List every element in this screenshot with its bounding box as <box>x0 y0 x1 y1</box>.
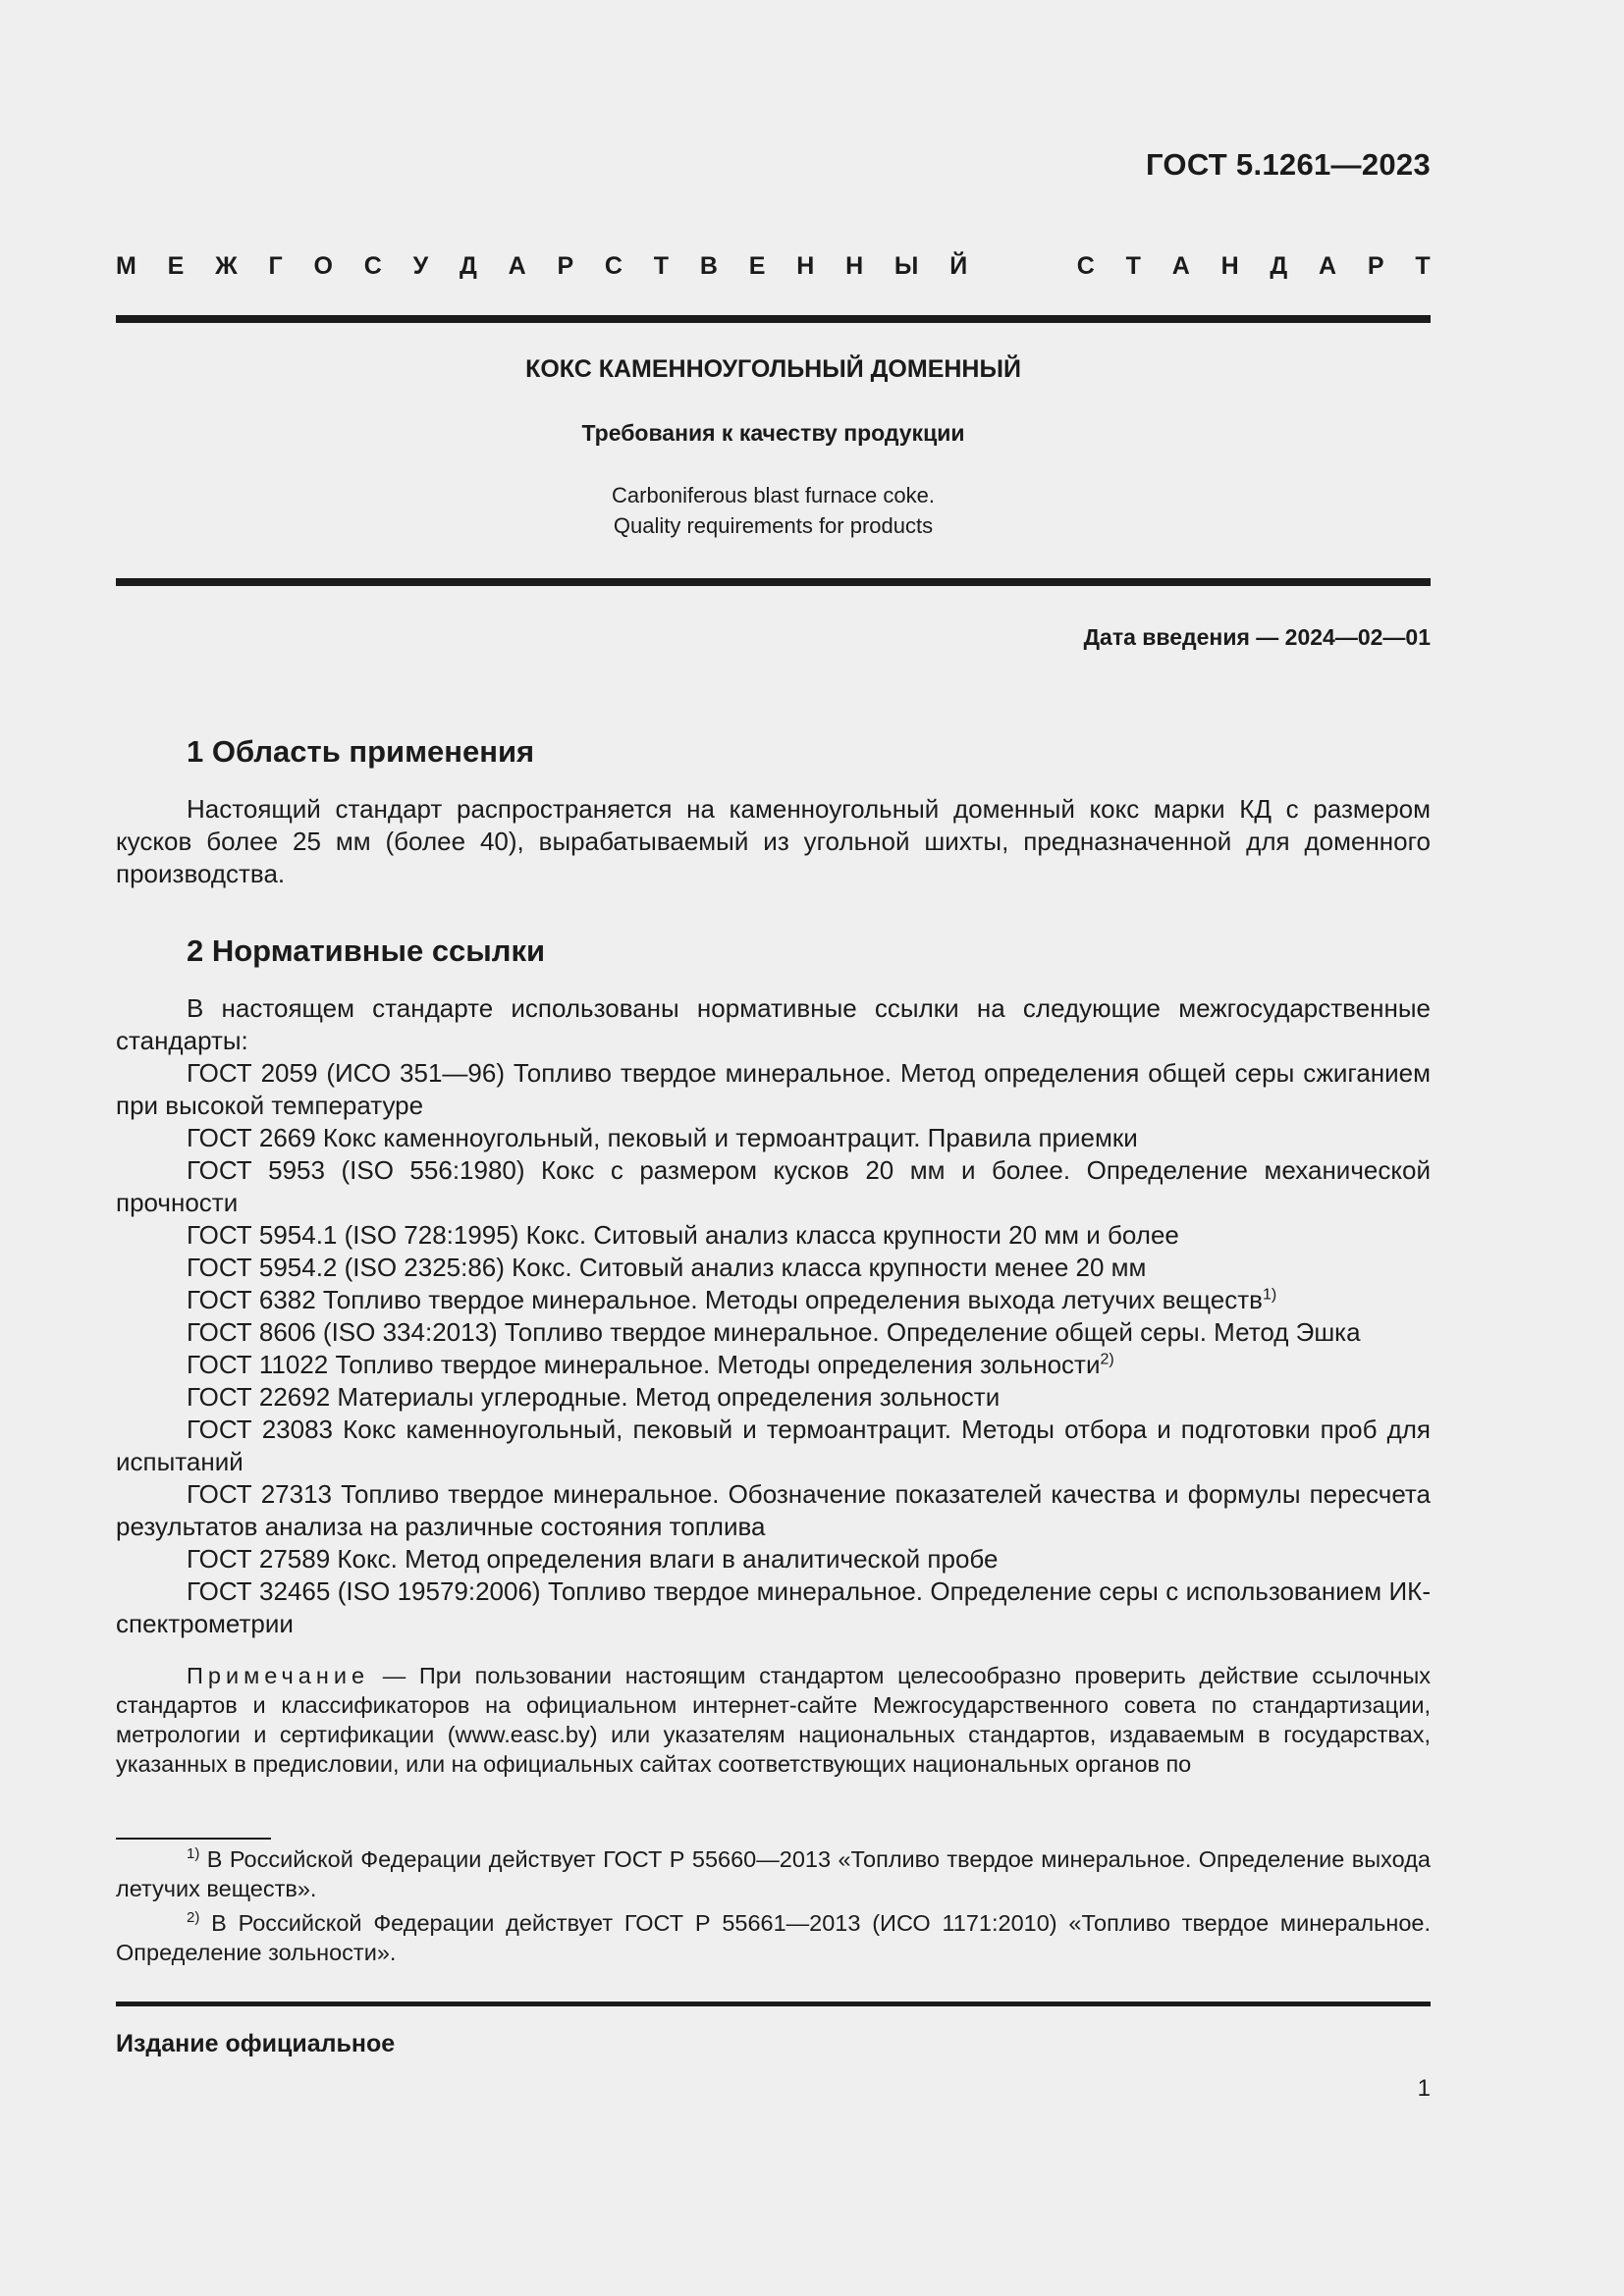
banner-word1-letter: Й <box>949 252 968 280</box>
reference-item: ГОСТ 27313 Топливо твердое минеральное. Обозначение показателей качества и формулы пересчета результатов анализа на различные состояния топлива <box>116 1479 1431 1541</box>
reference-item: ГОСТ 2059 (ИСО 351—96) Топливо твердое минеральное. Метод определения общей серы сжиганием при высокой температуре <box>116 1058 1431 1120</box>
footnote-separator <box>116 1838 271 1840</box>
reference-item: ГОСТ 32465 (ISO 19579:2006) Топливо твердое минеральное. Определение серы с использованием ИК-спектрометрии <box>116 1576 1431 1638</box>
reference-item: ГОСТ 11022 Топливо твердое минеральное. Методы определения зольности$^{2)}$ <box>187 1350 1114 1379</box>
banner-word1-letter: Г <box>268 252 283 280</box>
english-title-line1: Carboniferous blast furnace coke. <box>612 483 935 507</box>
note-text: Примечание — При пользовании настоящим стандартом целесообразно проверить действие ссылочных стандартов и классификаторов на официальном интернет-сайте Межгосударственного совета по стандартизации, метрологии и сертификации (www.easc.by) или указателям национальных стандартов, издаваемым в государствах, указанных в предисловии, или на официальных сайтах соответствующих национальных органов по <box>116 1663 1431 1777</box>
banner-word1-letter: Ы <box>893 252 919 280</box>
banner-word1-letter: Е <box>167 252 185 280</box>
footnote-marker: 1) <box>1262 1286 1277 1304</box>
footnotes <box>116 1844 1431 1967</box>
footnote-1: $^{1)}$ В Российской Федерации действует ГОСТ Р 55660—2013 «Топливо твердое минеральное. Определение выхода летучих веществ». <box>116 1845 1431 1901</box>
english-title-line2: Quality requirements for products <box>613 513 934 538</box>
doc-number: ГОСТ 5.1261—2023 <box>1145 147 1431 182</box>
banner-word1-letter: М <box>116 252 136 280</box>
banner-word1-letter: В <box>699 252 718 280</box>
banner-word1-letter: С <box>363 252 382 280</box>
banner-word1-letter: Н <box>845 252 864 280</box>
banner-word1-letter: О <box>313 252 333 280</box>
banner-word1-letter: Е <box>748 252 766 280</box>
document-title: КОКС КАМЕННОУГОЛЬНЫЙ ДОМЕННЫЙ <box>525 355 1021 383</box>
banner-word2-letter: Р <box>1367 252 1384 280</box>
banner-word1-letter: Т <box>653 252 670 280</box>
banner-word1-letter: Н <box>796 252 815 280</box>
section-1-body <box>116 793 1431 890</box>
reference-item: ГОСТ 27589 Кокс. Метод определения влаги в аналитической пробе <box>187 1544 999 1574</box>
footnote-marker: 2) <box>1100 1351 1114 1368</box>
banner-word2-letter: Т <box>1415 252 1431 280</box>
title-rule <box>116 578 1431 586</box>
banner-word1-letter: У <box>412 252 429 280</box>
footer-rule <box>116 2002 1431 2006</box>
reference-item: ГОСТ 23083 Кокс каменноугольный, пековый и термоантрацит. Методы отбора и подготовки проб для испытаний <box>116 1415 1431 1476</box>
banner-word2-letter: Т <box>1125 252 1141 280</box>
reference-item: ГОСТ 8606 (ISO 334:2013) Топливо твердое минеральное. Определение общей серы. Метод Эшка <box>187 1317 1361 1347</box>
banner-word1-letter: Ж <box>215 252 238 280</box>
footnote-2: $^{2)}$ В Российской Федерации действует ГОСТ Р 55661—2013 (ИСО 1171:2010) «Топливо твердое минеральное. Определение зольности». <box>116 1909 1431 1965</box>
page-number: 1 <box>1417 2075 1431 2102</box>
banner-word1-letter: А <box>508 252 526 280</box>
interstate-standard-banner <box>116 252 1431 281</box>
banner-gap <box>999 252 1046 281</box>
reference-item: ГОСТ 5953 (ISO 556:1980) Кокс с размером кусков 20 мм и более. Определение механической прочности <box>116 1155 1431 1217</box>
edition-label: Издание официальное <box>116 2030 396 2057</box>
banner-word2-letter: С <box>1076 252 1095 280</box>
reference-item: ГОСТ 5954.1 (ISO 728:1995) Кокс. Ситовый анализ класса крупности 20 мм и более <box>187 1220 1179 1250</box>
reference-item: ГОСТ 5954.2 (ISO 2325:86) Кокс. Ситовый анализ класса крупности менее 20 мм <box>187 1253 1147 1282</box>
banner-word1-letter: Р <box>557 252 574 280</box>
reference-item: ГОСТ 22692 Материалы углеродные. Метод определения зольности <box>187 1382 1001 1412</box>
banner-word2-letter: Д <box>1270 252 1288 280</box>
section-2-heading: 2 Нормативные ссылки <box>187 934 546 968</box>
banner-word1-letter: С <box>604 252 623 280</box>
reference-item: ГОСТ 2669 Кокс каменноугольный, пековый и термоантрацит. Правила приемки <box>187 1123 1138 1152</box>
section-2-intro: В настоящем стандарте использованы нормативные ссылки на следующие межгосударственные стандарты: <box>116 993 1431 1055</box>
section-1-text: Настоящий стандарт распространяется на каменноугольный доменный кокс марки КД с размером кусков более 25 мм (более 40), вырабатываемый из угольной шихты, предназначенной для доменного производства. <box>116 794 1431 888</box>
reference-item: ГОСТ 6382 Топливо твердое минеральное. Методы определения выхода летучих веществ$^{1)}$ <box>187 1285 1277 1314</box>
section-2-body <box>116 992 1431 1640</box>
english-title <box>116 480 1431 541</box>
reference-list <box>116 1057 1431 1640</box>
banner-word1-letter: Д <box>459 252 477 280</box>
note-block <box>116 1661 1431 1779</box>
introduction-date: Дата введения — 2024—02—01 <box>1083 624 1431 650</box>
banner-word2-letter: Н <box>1220 252 1239 280</box>
banner-word2-letter: А <box>1319 252 1337 280</box>
section-1-heading: 1 Область применения <box>187 734 535 769</box>
header-rule <box>116 315 1431 323</box>
document-subtitle: Требования к качеству продукции <box>581 420 965 446</box>
banner-word2-letter: А <box>1171 252 1190 280</box>
